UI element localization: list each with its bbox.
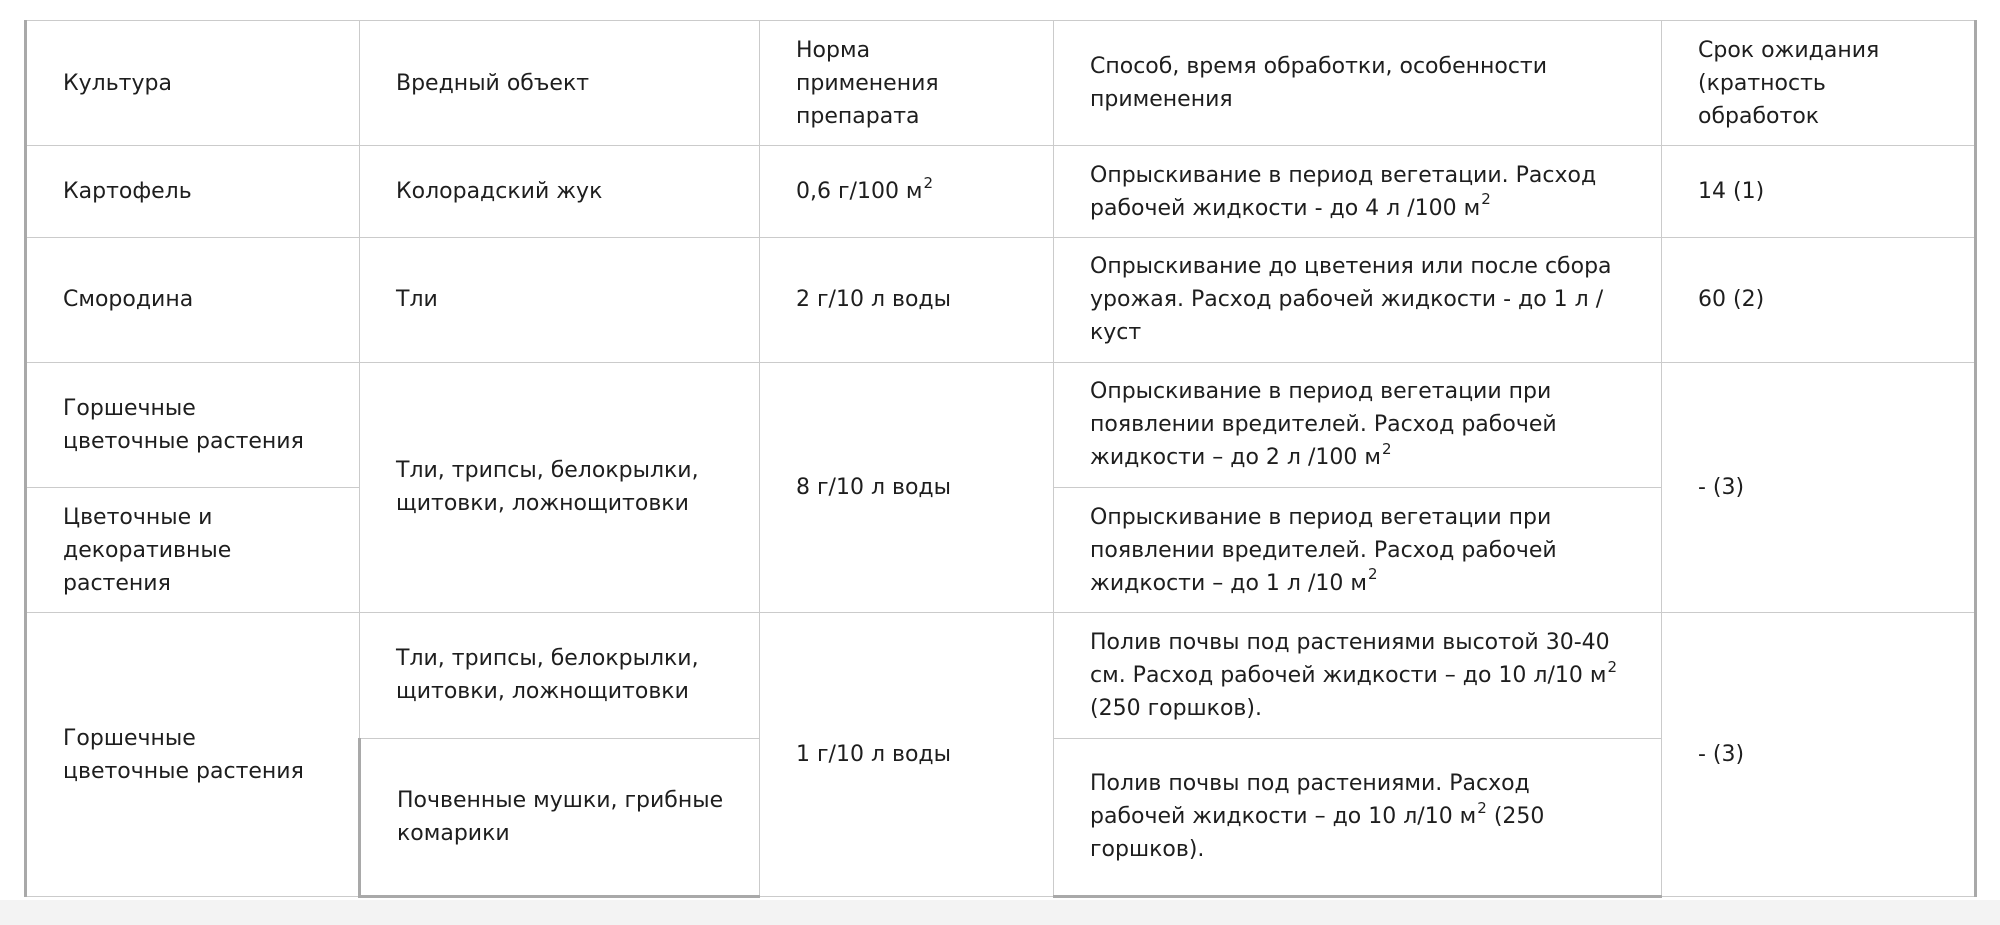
method-text-suffix: (250 горшков). (1090, 695, 1262, 721)
method-superscript: 2 (1477, 798, 1487, 817)
method-superscript: 2 (1607, 657, 1618, 676)
cell-culture: Картофель (26, 146, 360, 238)
cell-pest: Почвенные мушки, грибные комарики (360, 738, 760, 896)
table-row (26, 238, 1976, 362)
cell-culture: Горшечные цветочные растения (26, 362, 360, 487)
header-method: Способ, время обработки, особенности применения (1054, 21, 1662, 146)
cell-culture: Горшечные цветочные растения (26, 613, 360, 897)
header-culture: Культура (26, 21, 360, 146)
method-text: Полив почвы под растениями. Расход рабочей жидкости – до 10 л/10 м (1090, 771, 1530, 830)
table-row (26, 146, 1976, 238)
method-text: Опрыскивание в период вегетации. Расход рабочей жидкости - до 4 л /100 м (1090, 162, 1597, 221)
method-text-suffix: (250 горшков). (1090, 804, 1545, 863)
table-header (26, 21, 1976, 146)
header-wait-period: Срок ожидания (кратность обработок (1662, 21, 1976, 146)
cell-wait-period: - (3) (1662, 613, 1976, 897)
cell-rate (760, 146, 1054, 238)
table-row (26, 362, 1976, 487)
cell-wait-period: - (3) (1662, 362, 1976, 613)
method-text: Опрыскивание в период вегетации при появлении вредителей. Расход рабочей жидкости – до 1 л /10 м (1090, 504, 1557, 596)
cell-method (1054, 146, 1662, 238)
header-rate: Норма применения препарата (760, 21, 1054, 146)
cell-method (1054, 362, 1662, 487)
rate-text: 0,6 г/100 м (796, 179, 923, 205)
header-row (26, 21, 1976, 146)
cell-method (1054, 738, 1662, 896)
cell-pest: Колорадский жук (360, 146, 760, 238)
cell-culture: Смородина (26, 238, 360, 362)
cell-method (1054, 487, 1662, 612)
cell-method: Опрыскивание до цветения или после сбора урожая. Расход рабочей жидкости - до 1 л / куст (1054, 238, 1662, 362)
cell-rate: 2 г/10 л воды (760, 238, 1054, 362)
cell-pest: Тли, трипсы, белокрылки, щитовки, ложнощитовки (360, 613, 760, 738)
method-superscript: 2 (1381, 439, 1392, 458)
method-superscript: 2 (1481, 190, 1491, 209)
cell-pest: Тли (360, 238, 760, 362)
method-superscript: 2 (1367, 565, 1378, 584)
cell-wait-period: 14 (1) (1662, 146, 1976, 238)
method-text: Опрыскивание в период вегетации при появлении вредителей. Расход рабочей жидкости – до 2 л /100 м (1090, 379, 1557, 471)
cell-rate: 8 г/10 л воды (760, 362, 1054, 613)
header-pest: Вредный объект (360, 21, 760, 146)
pesticide-usage-table (24, 20, 1977, 898)
rate-superscript: 2 (923, 173, 934, 192)
method-text: Полив почвы под растениями высотой 30-40 см. Расход рабочей жидкости – до 10 л/10 м (1090, 629, 1610, 688)
table-body (26, 146, 1976, 897)
cell-method (1054, 613, 1662, 738)
cell-wait-period: 60 (2) (1662, 238, 1976, 362)
table-row (26, 613, 1976, 738)
cell-pest: Тли, трипсы, белокрылки, щитовки, ложнощитовки (360, 362, 760, 613)
page-bottom-strip (0, 900, 2000, 925)
cell-culture: Цветочные и декоративные растения (26, 487, 360, 612)
cell-rate: 1 г/10 л воды (760, 613, 1054, 897)
